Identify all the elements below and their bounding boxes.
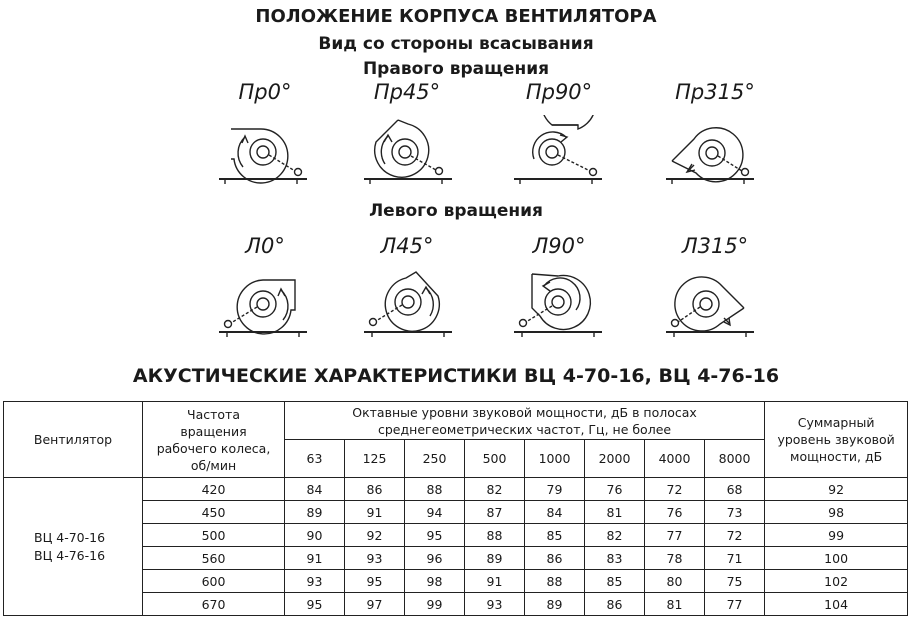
fan-diagram-l45 <box>360 266 455 341</box>
position-label-pr90: Пр90° <box>525 80 593 104</box>
level-cell: 82 <box>465 478 525 501</box>
total-cell: 100 <box>765 547 908 570</box>
level-cell: 89 <box>285 501 345 524</box>
total-cell: 104 <box>765 593 908 616</box>
position-label-l0: Л0° <box>245 234 285 258</box>
level-cell: 91 <box>465 570 525 593</box>
level-cell: 72 <box>705 524 765 547</box>
total-cell: 99 <box>765 524 908 547</box>
speed-cell: 600 <box>143 570 285 593</box>
header-freq: 125 <box>345 440 405 478</box>
level-cell: 72 <box>645 478 705 501</box>
header-freq: 500 <box>465 440 525 478</box>
fan-model-cell <box>4 478 143 616</box>
level-cell: 95 <box>345 570 405 593</box>
level-cell: 92 <box>345 524 405 547</box>
table-row <box>4 478 908 501</box>
level-cell: 88 <box>465 524 525 547</box>
speed-cell: 450 <box>143 501 285 524</box>
acoustic-table <box>3 401 908 616</box>
level-cell: 71 <box>705 547 765 570</box>
header-freq: 2000 <box>585 440 645 478</box>
level-cell: 76 <box>645 501 705 524</box>
level-cell: 97 <box>345 593 405 616</box>
right-rotation-heading: Правого вращения <box>362 59 550 79</box>
level-cell: 89 <box>465 547 525 570</box>
level-cell: 73 <box>705 501 765 524</box>
level-cell: 89 <box>525 593 585 616</box>
fan-diagram-pr0 <box>215 115 310 187</box>
left-rotation-heading: Левого вращения <box>369 201 543 221</box>
level-cell: 90 <box>285 524 345 547</box>
position-label-l315: Л315° <box>681 234 749 258</box>
header-freq: 250 <box>405 440 465 478</box>
level-cell: 83 <box>585 547 645 570</box>
fan-diagram-pr315 <box>662 115 757 187</box>
level-cell: 77 <box>645 524 705 547</box>
header-fan: Вентилятор <box>4 402 143 478</box>
header-speed: Частота вращения рабочего колеса, об/мин <box>143 402 285 478</box>
level-cell: 98 <box>405 570 465 593</box>
level-cell: 81 <box>585 501 645 524</box>
level-cell: 86 <box>525 547 585 570</box>
position-label-l90: Л90° <box>532 234 586 258</box>
total-cell: 98 <box>765 501 908 524</box>
level-cell: 78 <box>645 547 705 570</box>
fan-diagram-l0 <box>215 268 310 340</box>
speed-cell: 560 <box>143 547 285 570</box>
level-cell: 86 <box>345 478 405 501</box>
level-cell: 80 <box>645 570 705 593</box>
fan-diagram-l315 <box>662 268 757 340</box>
total-cell: 102 <box>765 570 908 593</box>
level-cell: 84 <box>525 501 585 524</box>
level-cell: 85 <box>585 570 645 593</box>
level-cell: 94 <box>405 501 465 524</box>
header-freq: 1000 <box>525 440 585 478</box>
level-cell: 88 <box>525 570 585 593</box>
level-cell: 96 <box>405 547 465 570</box>
main-title: ПОЛОЖЕНИЕ КОРПУСА ВЕНТИЛЯТОРА <box>255 6 657 27</box>
speed-cell: 420 <box>143 478 285 501</box>
level-cell: 84 <box>285 478 345 501</box>
header-freq: 63 <box>285 440 345 478</box>
level-cell: 76 <box>585 478 645 501</box>
level-cell: 77 <box>705 593 765 616</box>
position-label-pr45: Пр45° <box>373 80 441 104</box>
fan-diagram-pr45 <box>360 112 455 187</box>
level-cell: 93 <box>345 547 405 570</box>
view-subtitle: Вид со стороны всасывания <box>318 34 594 54</box>
total-cell: 92 <box>765 478 908 501</box>
level-cell: 95 <box>405 524 465 547</box>
level-cell: 68 <box>705 478 765 501</box>
level-cell: 81 <box>645 593 705 616</box>
fan-model-name: ВЦ 4-76-16 <box>34 547 106 563</box>
position-label-l45: Л45° <box>380 234 434 258</box>
header-freq: 4000 <box>645 440 705 478</box>
level-cell: 93 <box>465 593 525 616</box>
header-freq: 8000 <box>705 440 765 478</box>
level-cell: 95 <box>285 593 345 616</box>
level-cell: 99 <box>405 593 465 616</box>
position-label-pr315: Пр315° <box>675 80 755 104</box>
acoustic-title: АКУСТИЧЕСКИЕ ХАРАКТЕРИСТИКИ ВЦ 4-70-16, ВЦ 4-76-16 <box>132 365 780 387</box>
level-cell: 93 <box>285 570 345 593</box>
level-cell: 91 <box>345 501 405 524</box>
level-cell: 82 <box>585 524 645 547</box>
level-cell: 87 <box>465 501 525 524</box>
fan-model-name: ВЦ 4-70-16 <box>34 529 106 545</box>
speed-cell: 500 <box>143 524 285 547</box>
fan-diagram-pr90 <box>510 115 605 187</box>
position-label-pr0: Пр0° <box>238 80 292 104</box>
level-cell: 79 <box>525 478 585 501</box>
level-cell: 91 <box>285 547 345 570</box>
level-cell: 75 <box>705 570 765 593</box>
header-octave: Октавные уровни звуковой мощности, дБ в полосах среднегеометрических частот, Гц, не более <box>285 402 765 440</box>
level-cell: 88 <box>405 478 465 501</box>
fan-diagram-l90 <box>510 268 605 340</box>
speed-cell: 670 <box>143 593 285 616</box>
header-total: Суммарный уровень звуковой мощности, дБ <box>765 402 908 478</box>
level-cell: 85 <box>525 524 585 547</box>
level-cell: 86 <box>585 593 645 616</box>
